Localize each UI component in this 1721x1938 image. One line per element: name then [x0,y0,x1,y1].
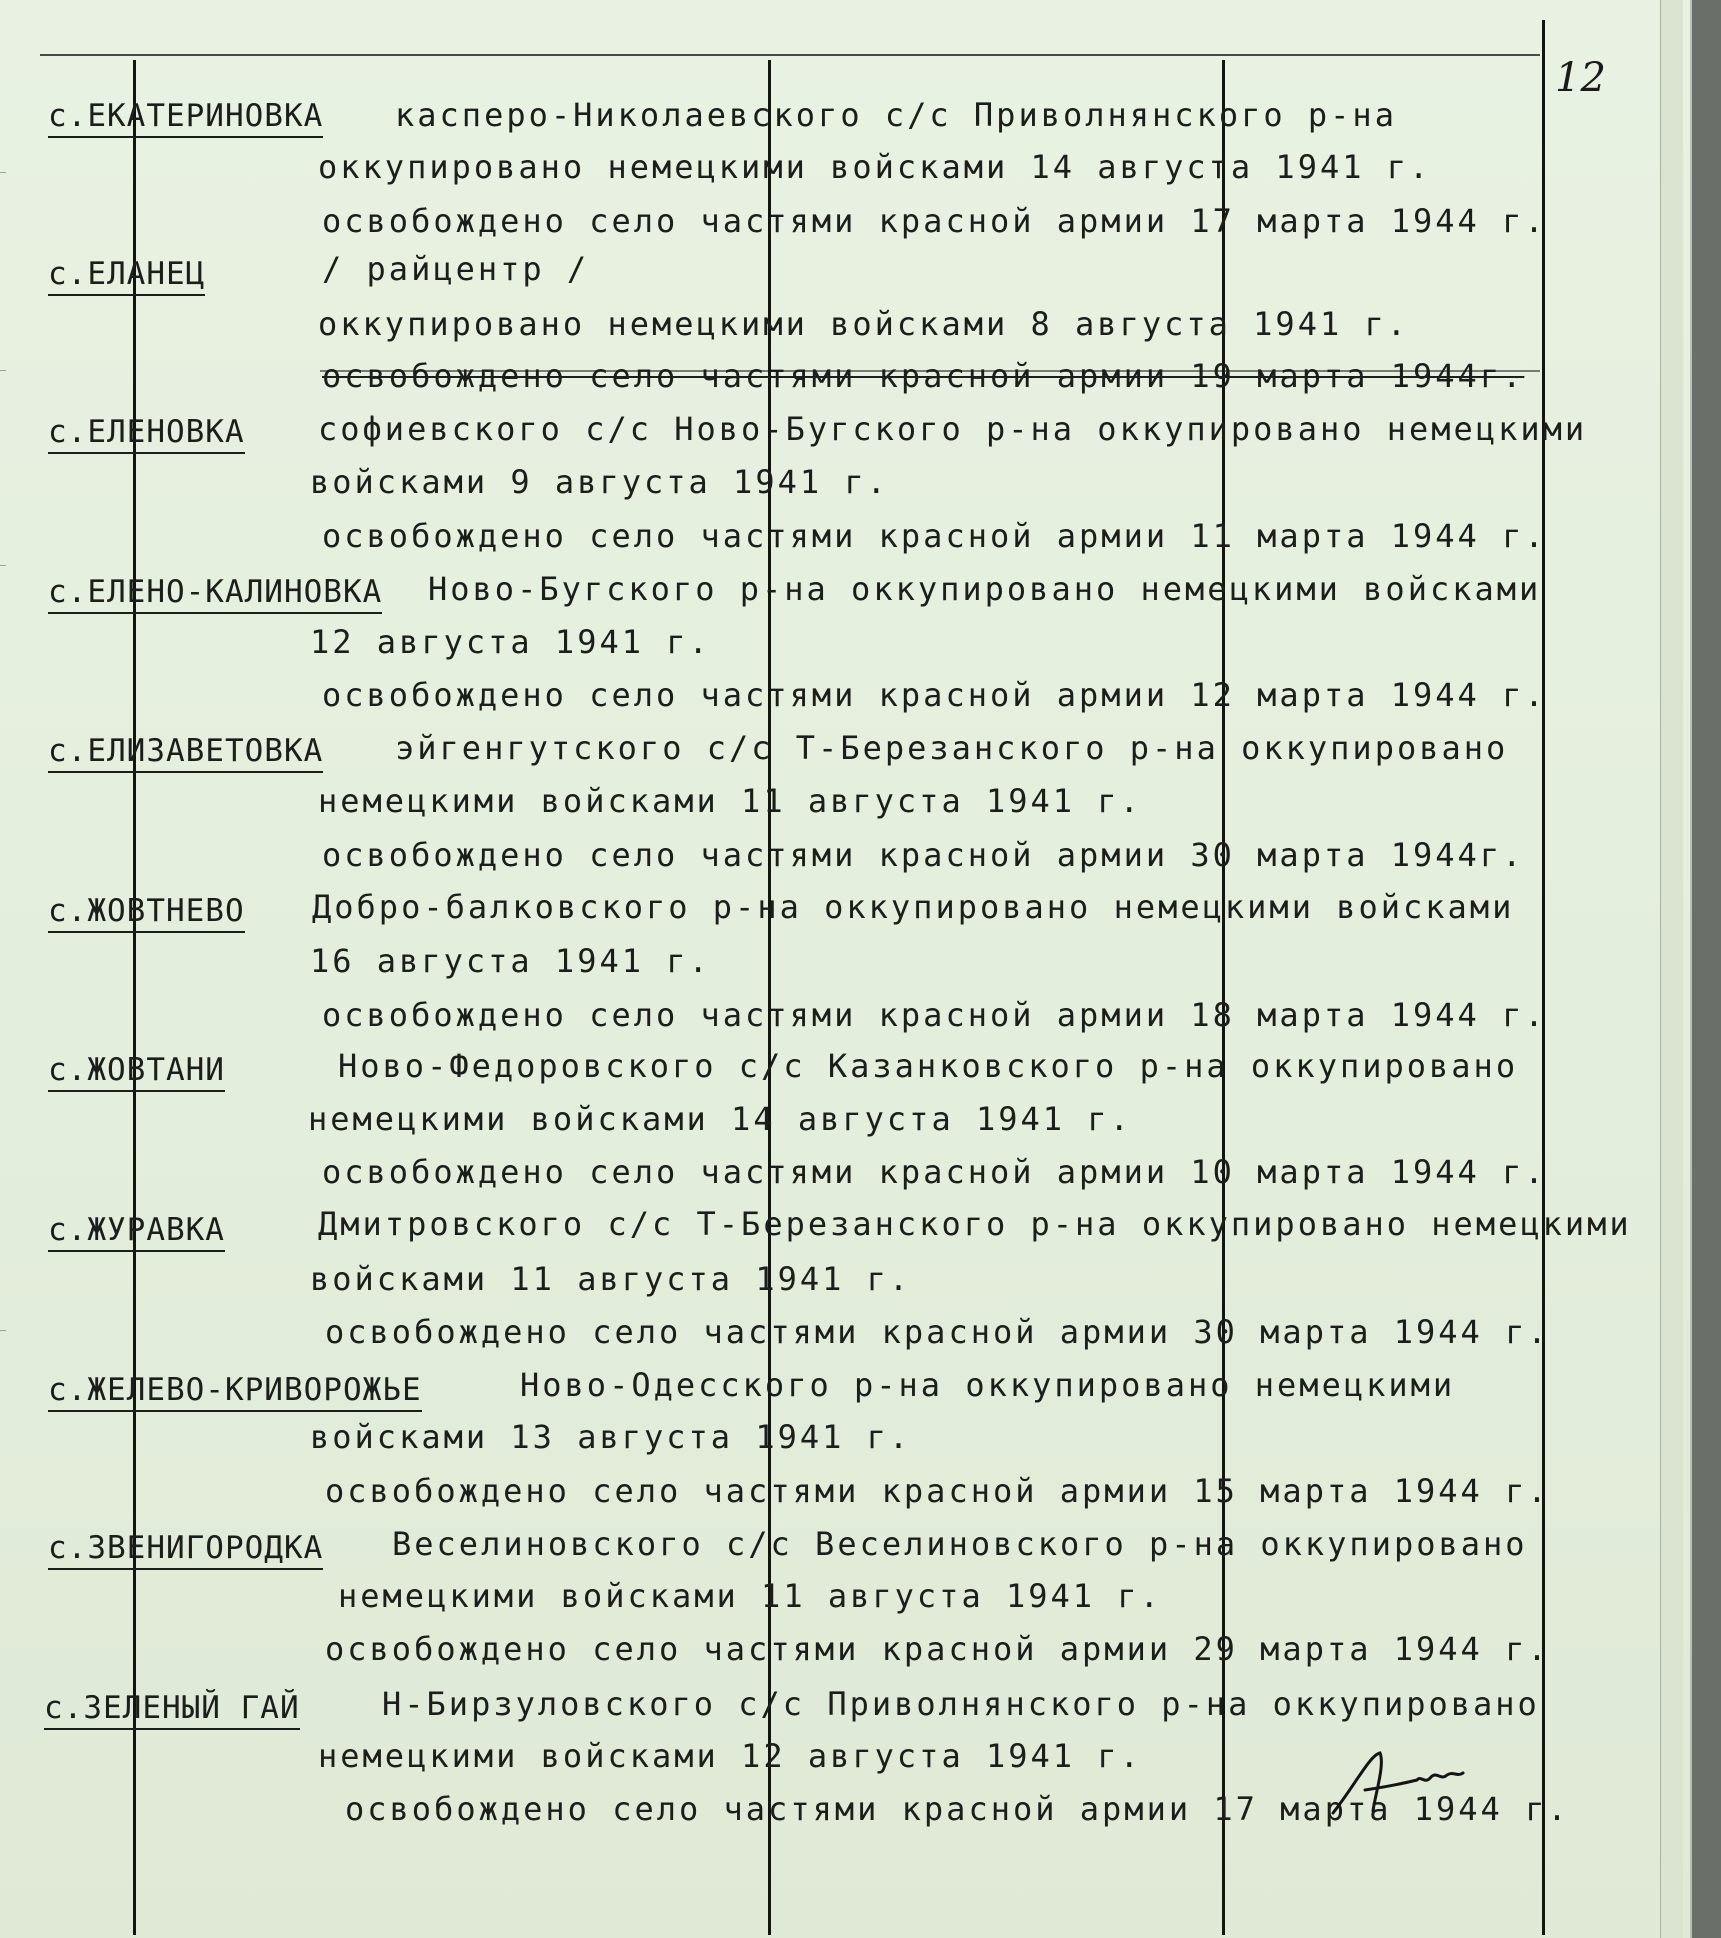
entry-text: Н-Бирзуловского с/с Приволнянского р-на оккупировано [382,1685,1540,1723]
village-name: с.ЗЕЛЕНЫЙ ГАЙ [44,1690,300,1730]
entry-text: софиевского с/с Ново-Бугского р-на оккупировано немецкими [318,410,1588,448]
village-name: с.ЖЕЛЕВО-КРИВОРОЖЬЕ [48,1372,422,1412]
entry-text: немецкими войсками 12 августа 1941 г. [318,1737,1142,1775]
village-name: с.ЖОВТАНИ [48,1052,225,1092]
entry-text: 16 августа 1941 г. [310,942,711,980]
margin-tick [0,370,6,371]
entry-text: освобождено село частями красной армии 10 марта 1944 г. [322,1153,1547,1191]
handwritten-signature [1325,1745,1465,1820]
entry-text: Ново-Одесского р-на оккупировано немецкими [520,1366,1456,1404]
entry-text: войсками 13 августа 1941 г. [310,1418,912,1456]
entry-text: освобождено село частями красной армии 17 марта 1944 г. [322,202,1547,240]
entry-text: оккупировано немецкими войсками 8 августа 1941 г. [318,305,1410,343]
entry-text: 12 августа 1941 г. [310,623,711,661]
entry-text: освобождено село частями красной армии 17 марта 1944 г. [345,1790,1570,1828]
entry-text: Добро-балковского р-на оккупировано немецкими войсками [312,888,1515,926]
entry-text: / райцентр / [322,250,590,288]
entry-text: освобождено село частями красной армии 12 марта 1944 г. [322,676,1547,714]
village-name: с.ЖОВТНЕВО [48,893,245,933]
entry-text: освобождено село частями красной армии 30 марта 1944г. [322,836,1525,874]
entry-text: Дмитровского с/с Т-Березанского р-на оккупировано немецкими [318,1205,1632,1243]
entry-text-struck: освобождено село частями красной армии 19 марта 1944г. [322,357,1525,395]
village-name: с.ЕЛЕНО-КАЛИНОВКА [48,574,382,614]
entry-text: касперо-Николаевского с/с Приволнянского р-на [395,96,1397,134]
entry-text: немецкими войсками 11 августа 1941 г. [318,782,1142,820]
entry-text: освобождено село частями красной армии 18 марта 1944 г. [322,996,1547,1034]
entry-text: немецкими войсками 14 августа 1941 г. [308,1100,1132,1138]
column-rule [133,60,136,1935]
entry-text: оккупировано немецкими войсками 14 августа 1941 г. [318,148,1432,186]
entry-text: эйгенгутского с/с Т-Березанского р-на оккупировано [395,729,1509,767]
village-name: с.ЕЛАНЕЦ [48,256,205,296]
entry-text: освобождено село частями красной армии 15 марта 1944 г. [325,1472,1550,1510]
village-name: с.ЕЛЕНОВКА [48,414,245,454]
village-name: с.ЖУРАВКА [48,1212,225,1252]
entry-text: освобождено село частями красной армии 11 марта 1944 г. [322,517,1547,555]
entry-text: войсками 11 августа 1941 г. [310,1260,912,1298]
margin-tick [0,565,6,566]
margin-tick [0,172,6,173]
entry-text: войсками 9 августа 1941 г. [310,463,889,501]
page-number: 12 [1555,55,1606,101]
entry-text: освобождено село частями красной армии 29 марта 1944 г. [325,1630,1550,1668]
entry-text: немецкими войсками 11 августа 1941 г. [338,1577,1162,1615]
margin-tick [0,1330,6,1331]
page-edge [1660,0,1683,1938]
village-name: с.ЕКАТЕРИНОВКА [48,98,323,138]
village-name: с.ЕЛИЗАВЕТОВКА [48,733,323,773]
entry-text: Ново-Федоровского с/с Казанковского р-на оккупировано [338,1047,1519,1085]
village-name: с.ЗВЕНИГОРОДКА [48,1530,323,1570]
entry-text: освобождено село частями красной армии 30 марта 1944 г. [325,1313,1550,1351]
entry-text: Веселиновского с/с Веселиновского р-на оккупировано [392,1525,1528,1563]
entry-text: Ново-Бугского р-на оккупировано немецкими войсками [428,570,1542,608]
header-rule [40,54,1540,56]
